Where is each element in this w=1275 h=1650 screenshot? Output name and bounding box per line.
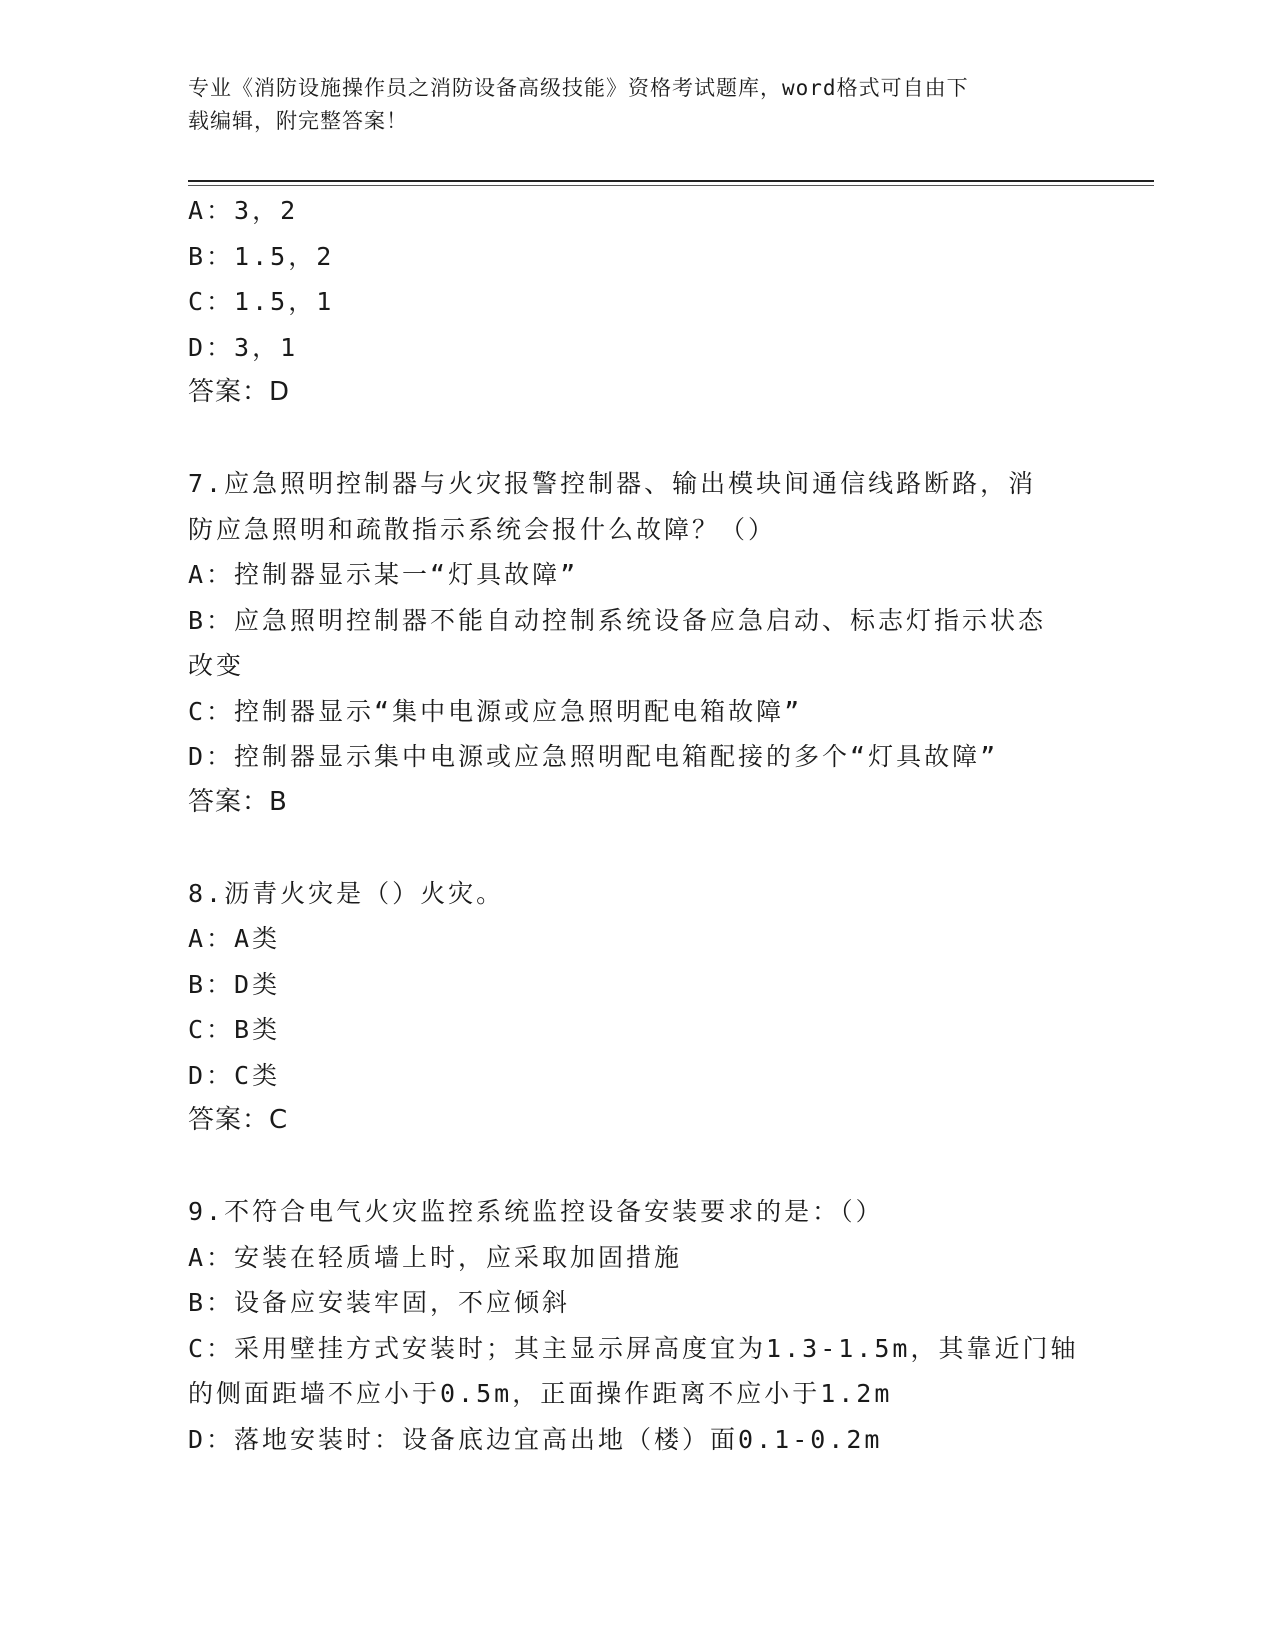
option-c: C：采用壁挂方式安装时；其主显示屏高度宜为1.3-1.5m，其靠近门轴: [188, 1333, 1079, 1363]
question-list: [188, 188, 1088, 1462]
header-line-2: 载编辑，附完整答案！: [188, 109, 408, 133]
spacer: [188, 1144, 1088, 1190]
option-b: B：1.5，2: [188, 241, 335, 271]
header-rule-thin: [188, 185, 1154, 186]
option-b: B：设备应安装牢固，不应倾斜: [188, 1288, 571, 1317]
question-6-tail: [188, 188, 1088, 416]
option-c: C：B类: [188, 1015, 281, 1044]
question-stem-cont: 防应急照明和疏散指示系统会报什么故障？（）: [188, 514, 777, 544]
question-7: [188, 461, 1088, 825]
question-8: [188, 871, 1088, 1144]
header-line-1: 专业《消防设施操作员之消防设备高级技能》资格考试题库，word格式可自由下: [188, 76, 969, 100]
option-d: D：控制器显示集中电源或应急照明配电箱配接的多个“灯具故障”: [188, 742, 999, 771]
option-d: D：落地安装时：设备底边宜高出地（楼）面0.1-0.2m: [188, 1424, 883, 1454]
option-a: A：3，2: [188, 196, 299, 225]
option-a: A：控制器显示某一“灯具故障”: [188, 560, 579, 589]
option-d: D：C类: [188, 1060, 281, 1090]
question-stem: 9.不符合电气火灾监控系统监控设备安装要求的是：（）: [188, 1197, 884, 1226]
question-stem: 8.沥青火灾是（）火灾。: [188, 878, 505, 908]
question-9: [188, 1189, 1088, 1462]
option-a: A：A类: [188, 924, 281, 953]
option-b: B：D类: [188, 969, 281, 999]
spacer: [188, 825, 1088, 871]
option-d: D：3，1: [188, 332, 299, 362]
option-c: C：1.5，1: [188, 287, 335, 316]
option-c: C：控制器显示“集中电源或应急照明配电箱故障”: [188, 696, 803, 726]
spacer: [188, 416, 1088, 462]
document-header: [188, 72, 1088, 138]
option-b-cont: 改变: [188, 651, 245, 680]
answer: 答案：D: [188, 377, 291, 407]
option-b: B：应急照明控制器不能自动控制系统设备应急启动、标志灯指示状态: [188, 605, 1047, 635]
question-stem: 7.应急照明控制器与火灾报警控制器、输出模块间通信线路断路，消: [188, 469, 1037, 498]
header-rule-thick: [188, 180, 1154, 182]
option-c-cont: 的侧面距墙不应小于0.5m，正面操作距离不应小于1.2m: [188, 1379, 893, 1408]
answer: 答案：B: [188, 786, 288, 817]
answer: 答案：C: [188, 1105, 289, 1135]
option-a: A：安装在轻质墙上时，应采取加固措施: [188, 1242, 683, 1272]
